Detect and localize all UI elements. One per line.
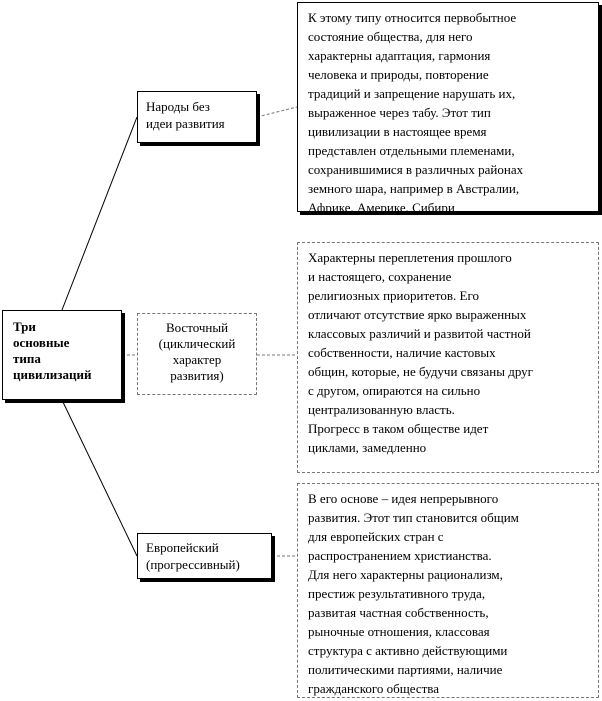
description-text: К этому типу относится первобытное состояние общества, для него характерны адаптация, гармония человека и природы, повторение традиций и запрещение нарушать их, выраженное через табу. Этот тип цивилизации в настоящее время представлен отдельными племенами, сохранившимися в различных районах земного шара, например в Австралии, Африке, Америке, Сибири — [308, 10, 524, 215]
connector-root-branch-0 — [62, 117, 137, 310]
branch-node-no-development — [137, 91, 257, 143]
connector-root-branch-2 — [62, 400, 137, 556]
description-text: В его основе – идея непрерывного развития. Этот тип становится общим для европейских стран с распространением христианства. Для него характерны рационализм, престиж результативного труда, развитая частная собственность, рыночные отношения, классовая структура с активно действующими политическими партиями, наличие гражданского общества — [308, 491, 519, 696]
root-node-label: Три основные типа цивилизаций — [13, 319, 92, 382]
description-box-european — [297, 483, 599, 698]
root-node — [2, 310, 122, 400]
description-box-eastern — [297, 242, 599, 473]
description-text: Характерны переплетения прошлого и настоящего, сохранение религиозных приоритетов. Его отличают отсутствие ярко выраженных классовых различий и развитой частной собственности, наличие кастовых общин, которые, не будучи связаны друг с другом, опираются на сильно централизованную власть. Прогресс в таком обществе идет циклами, замедленно — [308, 250, 534, 455]
branch-node-label: Восточный (циклический характер развития) — [158, 320, 236, 383]
branch-node-european — [137, 533, 272, 579]
branch-node-label: Европейский (прогрессивный) — [146, 540, 240, 572]
description-box-no-development — [297, 2, 599, 215]
branch-node-eastern — [137, 313, 257, 395]
branch-node-label: Народы без идеи развития — [146, 99, 225, 131]
connector-branch-0-desc-0 — [257, 107, 297, 117]
